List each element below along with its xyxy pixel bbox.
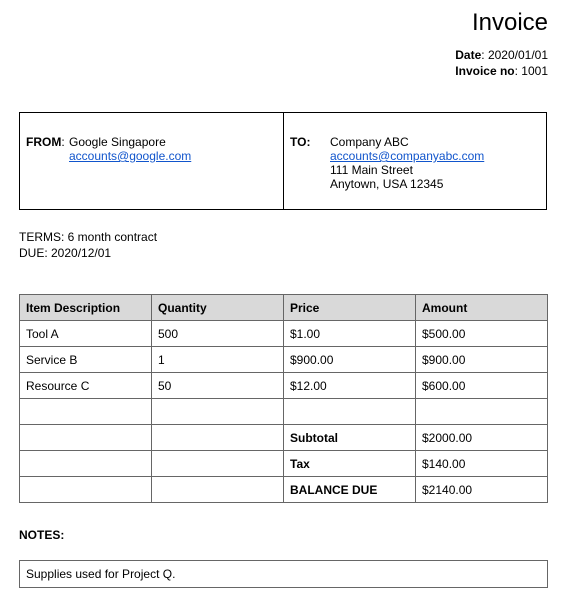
items-table: [19, 294, 548, 503]
to-address-line2: Anytown, USA 12345: [330, 177, 444, 191]
item-description: Resource C: [20, 373, 152, 399]
header-amount: Amount: [416, 295, 548, 321]
from-section: FROM: Google Singapore accounts@google.com: [20, 113, 284, 209]
item-quantity: [152, 399, 284, 425]
date-line: Date: 2020/01/01: [455, 48, 548, 62]
empty-cell: [152, 425, 284, 451]
header-quantity: Quantity: [152, 295, 284, 321]
item-amount: $900.00: [416, 347, 548, 373]
item-price: $1.00: [284, 321, 416, 347]
table-row: [20, 321, 548, 347]
item-description: Tool A: [20, 321, 152, 347]
tax-row: [20, 451, 548, 477]
invoice-no-line: Invoice no: 1001: [455, 64, 548, 78]
invoice-title: Invoice: [471, 9, 548, 36]
header-price: Price: [284, 295, 416, 321]
notes-box: [19, 560, 548, 588]
from-email-link[interactable]: accounts@google.com: [69, 149, 192, 163]
tax-value: $140.00: [416, 451, 548, 477]
item-quantity: 500: [152, 321, 284, 347]
notes-label: NOTES:: [19, 528, 65, 542]
subtotal-row: [20, 425, 548, 451]
from-details: [69, 135, 191, 163]
item-amount: [416, 399, 548, 425]
item-price: $900.00: [284, 347, 416, 373]
item-amount: $500.00: [416, 321, 548, 347]
due-text: DUE: 2020/12/01: [19, 246, 112, 260]
table-header-row: [20, 295, 548, 321]
balance-due-value: $2140.00: [416, 477, 548, 503]
empty-cell: [152, 451, 284, 477]
parties-box: [19, 112, 547, 210]
to-name: Company ABC: [330, 135, 409, 149]
invoice-date: 2020/01/01: [487, 48, 548, 62]
balance-due-label: BALANCE DUE: [284, 477, 416, 503]
subtotal-value: $2000.00: [416, 425, 548, 451]
to-email-link[interactable]: accounts@companyabc.com: [330, 149, 485, 163]
item-description: Service B: [20, 347, 152, 373]
empty-cell: [20, 425, 152, 451]
subtotal-label: Subtotal: [284, 425, 416, 451]
item-price: [284, 399, 416, 425]
item-description: [20, 399, 152, 425]
table-row: [20, 373, 548, 399]
item-price: $12.00: [284, 373, 416, 399]
item-quantity: 50: [152, 373, 284, 399]
notes-text: Supplies used for Project Q.: [26, 567, 176, 581]
terms-text: TERMS: 6 month contract: [19, 230, 158, 244]
table-row-empty: [20, 399, 548, 425]
header-item-description: Item Description: [20, 295, 152, 321]
from-label: FROM: [26, 135, 62, 149]
to-section: [284, 113, 546, 209]
empty-cell: [20, 477, 152, 503]
item-amount: $600.00: [416, 373, 548, 399]
to-details: [330, 135, 484, 191]
date-label: Date: [455, 48, 482, 62]
empty-cell: [20, 451, 152, 477]
to-address-line1: 111 Main Street: [330, 163, 413, 177]
terms-section: [19, 229, 157, 261]
empty-cell: [152, 477, 284, 503]
invoice-meta: [455, 47, 548, 79]
tax-label: Tax: [284, 451, 416, 477]
balance-due-row: [20, 477, 548, 503]
item-quantity: 1: [152, 347, 284, 373]
invoice-number: 1001: [521, 64, 548, 78]
from-name: Google Singapore: [69, 135, 166, 149]
to-label: TO:: [290, 135, 311, 149]
table-row: [20, 347, 548, 373]
invoice-no-label: Invoice no: [455, 64, 515, 78]
